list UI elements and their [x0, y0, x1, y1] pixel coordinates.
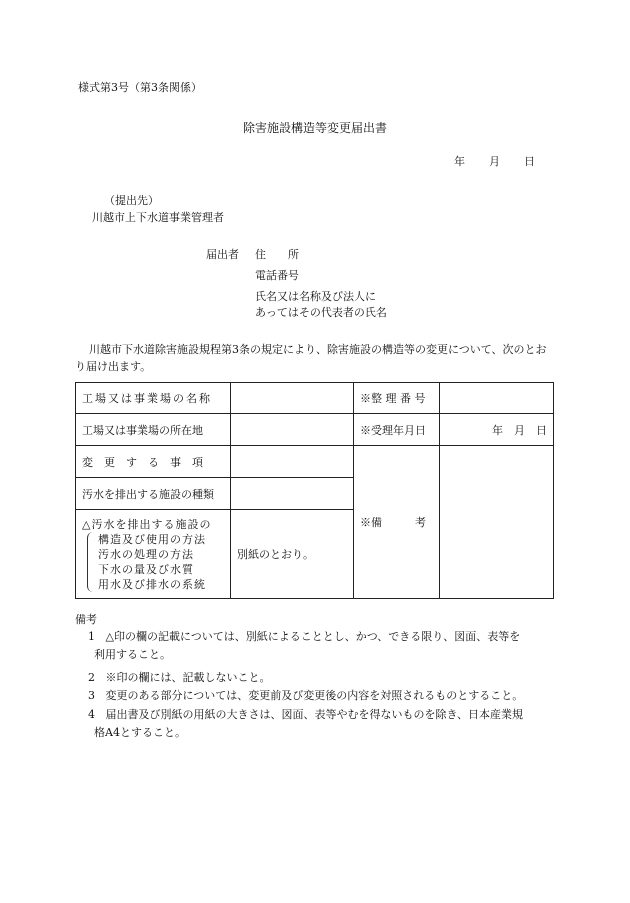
attached-note: 別紙のとおり。	[231, 510, 354, 599]
note-number: 4	[88, 708, 95, 721]
factory-name-label: 工場又は事業場の名称	[76, 383, 231, 414]
note-item	[82, 628, 552, 664]
notes-heading: 備考	[75, 613, 97, 626]
note-continuation: 格A4とすること。	[94, 726, 186, 739]
facility-details-bracket	[87, 532, 224, 592]
facility-details-title: △汚水を排出する施設の	[82, 517, 212, 531]
applicant-phone-label: 電話番号	[255, 269, 299, 282]
facility-detail-item: 下水の量及び水質	[98, 562, 194, 576]
form-number: 様式第3号（第3条関係）	[78, 81, 202, 94]
note-number: 1	[88, 630, 95, 643]
recipient-label: （提出先）	[104, 194, 159, 207]
table-row	[76, 414, 554, 446]
note-continuation: 利用すること。	[94, 648, 171, 661]
note-number: 3	[88, 689, 95, 702]
note-text: ※印の欄には、記載しないこと。	[105, 671, 271, 684]
note-item	[82, 706, 552, 742]
note-item	[82, 687, 562, 705]
factory-location-field[interactable]	[231, 414, 354, 446]
facility-type-field[interactable]	[231, 478, 354, 510]
note-text: 変更のある部分については、変更前及び変更後の内容を対照されるものとすること。	[105, 689, 524, 702]
body-text: 川越市下水道除害施設規程第3条の規定により、除害施設の構造等の変更について、次のとおり届け出ます。	[75, 343, 547, 373]
remarks-label: ※備 考	[354, 446, 440, 599]
table-row	[76, 446, 554, 478]
facility-detail-item: 用水及び排水の系統	[98, 577, 206, 591]
ref-number-field[interactable]	[440, 383, 554, 414]
factory-name-field[interactable]	[231, 383, 354, 414]
received-date-label: ※受理年月日	[354, 414, 440, 446]
note-text: 届出書及び別紙の用紙の大きさは、図面、表等やむを得ないものを除き、日本産業規	[105, 708, 524, 721]
date-day: 日	[524, 155, 535, 168]
remarks-field[interactable]	[440, 446, 554, 599]
facility-detail-item: 汚水の処理の方法	[98, 547, 194, 561]
facility-details-label	[76, 510, 231, 599]
received-date-field[interactable]: 年 月 日	[440, 414, 554, 446]
change-items-label: 変 更 す る 事 項	[76, 446, 231, 478]
note-text: △印の欄の記載については、別紙によることとし、かつ、できる限り、図面、表等を	[105, 630, 521, 643]
recipient-name: 川越市上下水道事業管理者	[92, 211, 224, 224]
date-month: 月	[489, 155, 500, 168]
application-table	[75, 382, 554, 599]
facility-type-label: 汚水を排出する施設の種類	[76, 478, 231, 510]
applicant-name-label-line2: あってはその代表者の氏名	[255, 306, 387, 319]
date-year: 年	[454, 155, 465, 168]
facility-detail-item: 構造及び使用の方法	[98, 532, 206, 546]
change-items-field[interactable]	[231, 446, 354, 478]
document-title: 除害施設構造等変更届出書	[242, 121, 387, 135]
applicant-name-label-line1: 氏名又は名称及び法人に	[255, 290, 376, 303]
applicant-label: 届出者	[206, 248, 239, 261]
applicant-address-label: 住 所	[255, 248, 299, 261]
factory-location-label: 工場又は事業場の所在地	[76, 414, 231, 446]
note-number: 2	[88, 671, 95, 684]
ref-number-label: ※整 理 番 号	[354, 383, 440, 414]
table-row	[76, 383, 554, 414]
note-item	[82, 669, 552, 687]
date-line	[440, 155, 535, 169]
